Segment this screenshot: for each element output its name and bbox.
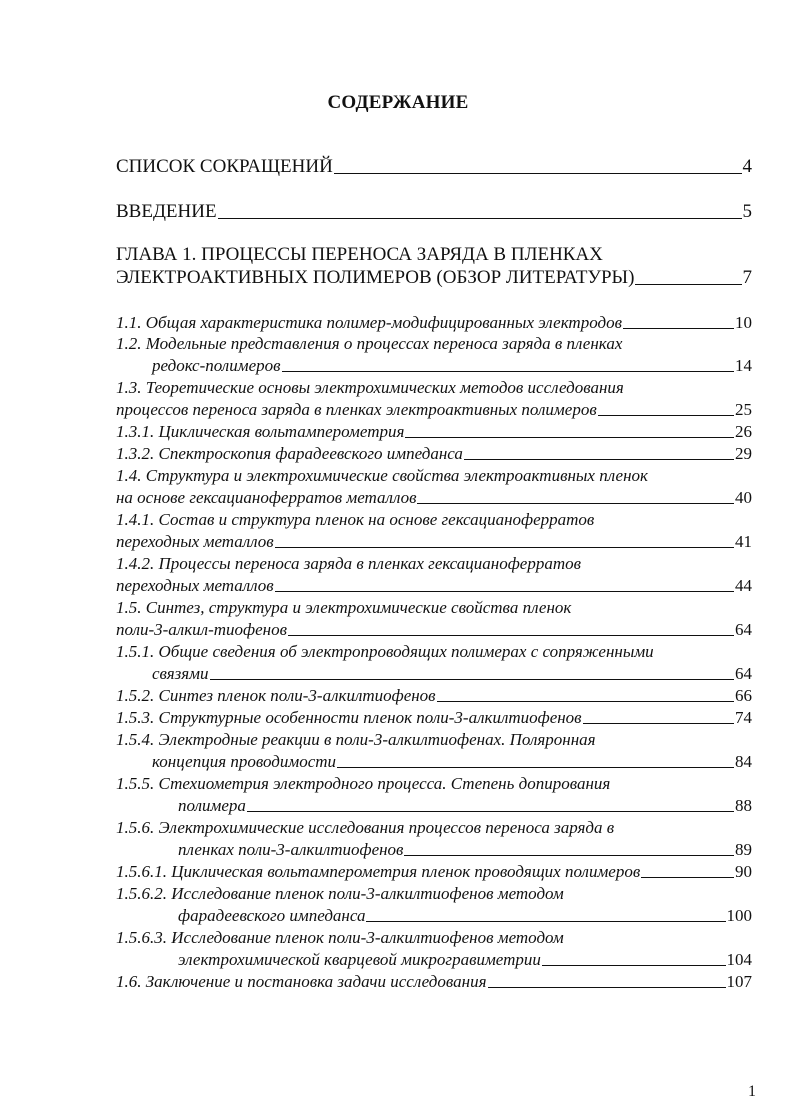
leader-line <box>275 547 734 548</box>
toc-page-number: 104 <box>726 950 752 969</box>
toc-entry-text: поли-3-алкил-тиофенов <box>116 620 287 639</box>
leader-line <box>366 921 725 922</box>
toc-entry-abbreviations[interactable] <box>116 157 752 176</box>
toc-entry-text: 1.5.2. Синтез пленок поли-3-алкилтиофенов <box>116 686 436 705</box>
leader-line <box>583 723 734 724</box>
toc-entry-1-6[interactable] <box>116 973 752 990</box>
toc-entry-introduction[interactable] <box>116 202 752 221</box>
leader-line <box>542 965 726 966</box>
toc-page-number: 26 <box>735 422 752 441</box>
toc-entry-text: концепция проводимости <box>152 752 337 771</box>
toc-page-number: 64 <box>735 620 752 639</box>
toc-entry-1-5-6-2-line1[interactable]: 1.5.6.2. Исследование пленок поли-3-алкилтиофенов методом <box>116 884 564 903</box>
toc-entry-1-5-line1[interactable]: 1.5. Синтез, структура и электрохимические свойства пленок <box>116 598 572 617</box>
toc-page-number: 88 <box>735 796 752 815</box>
toc-page-number: 90 <box>735 862 752 881</box>
toc-page-number: 89 <box>735 840 752 859</box>
leader-line <box>275 591 734 592</box>
toc-entry-1-5-1-line1[interactable]: 1.5.1. Общие сведения об электропроводящих полимерах с сопряженными <box>116 642 654 661</box>
toc-entry-text: 1.3.1. Циклическая вольтамперометрия <box>116 422 405 441</box>
toc-entry-1-1[interactable] <box>116 314 752 331</box>
leader-line <box>464 459 734 460</box>
leader-line <box>405 437 734 438</box>
toc-entry-text: 1.1. Общая характеристика полимер-модифицированных электродов <box>116 313 622 332</box>
toc-entry-text: редокс-полимеров <box>152 356 281 375</box>
toc-entry-chapter1[interactable] <box>116 268 752 287</box>
toc-page-number: 64 <box>735 664 752 683</box>
toc-entry-1-5-2[interactable] <box>116 687 752 704</box>
toc-page-number: 107 <box>726 972 752 991</box>
toc-entry-text: электрохимической кварцевой микрогравиметрии <box>178 950 541 969</box>
toc-entry-text: фарадеевского импеданса <box>178 906 366 925</box>
toc-entry-1-5-5[interactable] <box>116 797 752 814</box>
toc-entry-1-4-2[interactable] <box>116 577 752 594</box>
leader-line <box>623 328 734 329</box>
toc-entry-chapter1-line1[interactable]: ГЛАВА 1. ПРОЦЕССЫ ПЕРЕНОСА ЗАРЯДА В ПЛЕНКАХ <box>116 244 603 265</box>
leader-line <box>337 767 734 768</box>
toc-entry-1-2[interactable] <box>116 357 752 374</box>
toc-entry-text: 1.5.3. Структурные особенности пленок поли-3-алкилтиофенов <box>116 708 582 727</box>
leader-line <box>641 877 734 878</box>
leader-line <box>210 679 735 680</box>
toc-entry-text: 1.5.6.1. Циклическая вольтамперометрия пленок проводящих полимеров <box>116 862 641 881</box>
leader-line <box>598 415 734 416</box>
toc-entry-1-4-1[interactable] <box>116 533 752 550</box>
toc-entry-text: пленках поли-3-алкилтиофенов <box>178 840 404 859</box>
toc-entry-1-5-6-1[interactable] <box>116 863 752 880</box>
toc-entry-1-4-2-line1[interactable]: 1.4.2. Процессы переноса заряда в пленках гексацианоферратов <box>116 554 581 573</box>
toc-entry-1-5-6-3-line1[interactable]: 1.5.6.3. Исследование пленок поли-3-алкилтиофенов методом <box>116 928 564 947</box>
toc-page-number: 100 <box>726 906 752 925</box>
toc-page-number: 84 <box>735 752 752 771</box>
toc-page-number: 14 <box>735 356 752 375</box>
page-number: 1 <box>748 1083 756 1100</box>
toc-entry-text: ЭЛЕКТРОАКТИВНЫХ ПОЛИМЕРОВ (ОБЗОР ЛИТЕРАТУРЫ) <box>116 267 635 288</box>
page-title: СОДЕРЖАНИЕ <box>327 92 469 113</box>
toc-entry-text: переходных металлов <box>116 532 274 551</box>
leader-line <box>437 701 734 702</box>
toc-page-number: 25 <box>735 400 752 419</box>
leader-line <box>404 855 734 856</box>
toc-entry-1-5-6-line1[interactable]: 1.5.6. Электрохимические исследования процессов переноса заряда в <box>116 818 615 837</box>
leader-line <box>288 635 734 636</box>
toc-page-number: 44 <box>735 576 752 595</box>
toc-entry-1-3-1[interactable] <box>116 423 752 440</box>
leader-line <box>334 173 742 174</box>
leader-line <box>282 371 735 372</box>
toc-page-number: 29 <box>735 444 752 463</box>
leader-line <box>417 503 734 504</box>
toc-entry-1-3[interactable] <box>116 401 752 418</box>
toc-entry-1-3-2[interactable] <box>116 445 752 462</box>
leader-line <box>635 284 741 285</box>
leader-line <box>218 218 742 219</box>
toc-entry-text: 1.3.2. Спектроскопия фарадеевского импеданса <box>116 444 463 463</box>
toc-entry-text: на основе гексацианоферратов металлов <box>116 488 417 507</box>
toc-entry-text: СПИСОК СОКРАЩЕНИЙ <box>116 156 333 177</box>
toc-entry-1-4-1-line1[interactable]: 1.4.1. Состав и структура пленок на основе гексацианоферратов <box>116 510 595 529</box>
toc-entry-1-3-line1[interactable]: 1.3. Теоретические основы электрохимических методов исследования <box>116 378 624 397</box>
leader-line <box>488 987 726 988</box>
toc-entry-text: процессов переноса заряда в пленках электроактивных полимеров <box>116 400 597 419</box>
toc-entry-1-5-4[interactable] <box>116 753 752 770</box>
toc-page-number: 7 <box>742 267 752 288</box>
toc-entry-1-5[interactable] <box>116 621 752 638</box>
toc-entry-text: ВВЕДЕНИЕ <box>116 201 217 222</box>
toc-entry-1-5-3[interactable] <box>116 709 752 726</box>
toc-entry-text: полимера <box>178 796 246 815</box>
toc-entry-text: переходных металлов <box>116 576 274 595</box>
toc-page-number: 10 <box>735 313 752 332</box>
toc-page-number: 4 <box>742 156 752 177</box>
toc-entry-text: связями <box>152 664 209 683</box>
toc-page-number: 40 <box>735 488 752 507</box>
toc-page-number: 66 <box>735 686 752 705</box>
toc-page-number: 74 <box>735 708 752 727</box>
toc-page-number: 5 <box>742 201 752 222</box>
toc-entry-1-5-6-2[interactable] <box>116 907 752 924</box>
toc-entry-1-5-5-line1[interactable]: 1.5.5. Стехиометрия электродного процесса. Степень допирования <box>116 774 611 793</box>
toc-page-number: 41 <box>735 532 752 551</box>
toc-entry-1-5-6[interactable] <box>116 841 752 858</box>
toc-entry-text: 1.6. Заключение и постановка задачи исследования <box>116 972 487 991</box>
toc-entry-1-5-4-line1[interactable]: 1.5.4. Электродные реакции в поли-3-алкилтиофенах. Поляронная <box>116 730 596 749</box>
leader-line <box>247 811 734 812</box>
toc-entry-1-2-line1[interactable]: 1.2. Модельные представления о процессах переноса заряда в пленках <box>116 334 623 353</box>
toc-entry-1-5-1[interactable] <box>116 665 752 682</box>
toc-entry-1-4-line1[interactable]: 1.4. Структура и электрохимические свойства электроактивных пленок <box>116 466 648 485</box>
toc-entry-1-4[interactable] <box>116 489 752 506</box>
toc-entry-1-5-6-3[interactable] <box>116 951 752 968</box>
